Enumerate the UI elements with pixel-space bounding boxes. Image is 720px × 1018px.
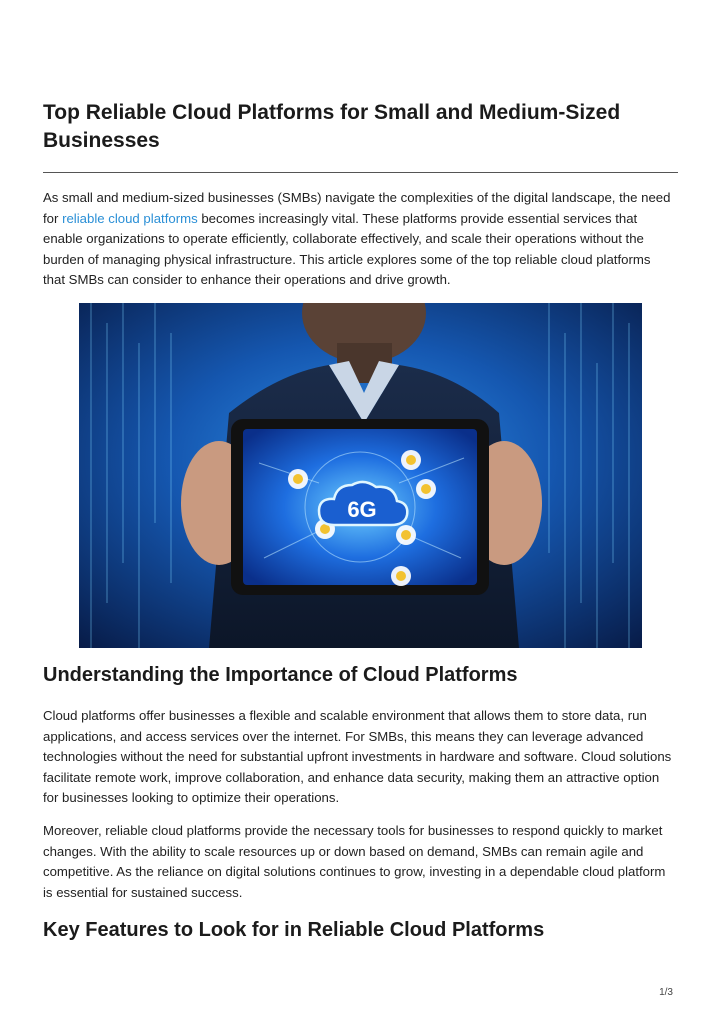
hero-image (79, 303, 642, 648)
intro-paragraph (43, 188, 673, 291)
intro-text-after: becomes increasingly vital. These platforms provide essential services that enable organizations to operate efficiently, collaborate effectively, and scale their operations without the burden of managing physical infrastructure. This article explores some of the top reliable cloud platforms that SMBs can consider to enhance their operations and drive growth. (43, 210, 651, 287)
section-heading-importance: Understanding the Importance of Cloud Platforms (43, 664, 518, 686)
intro-text-before: As small and medium-sized businesses (SMBs) navigate the complexities of the digital landscape, the need for (43, 190, 671, 226)
hero-6g-badge: 6G (347, 497, 377, 522)
section1-paragraph-2: Moreover, reliable cloud platforms provide the necessary tools for businesses to respond quickly to market changes. With the ability to scale resources up or down based on demand, SMBs can remain agile and competitive. As the reliance on digital solutions continues to grow, investing in a dependable cloud platform is essential for sustained success. (43, 823, 666, 900)
reliable-cloud-platforms-link[interactable]: reliable cloud platforms (62, 210, 198, 226)
section-heading-key-features: Key Features to Look for in Reliable Cloud Platforms (43, 919, 545, 941)
title-divider (43, 172, 678, 173)
section1-paragraph-1: Cloud platforms offer businesses a flexible and scalable environment that allows them to store data, run applications, and access services over the internet. For SMBs, this means they can leverage advanced technologies without the need for substantial upfront investments in hardware and software. Cloud solutions facilitate remote work, improve collaboration, and enhance data security, making them an attractive option for businesses looking to optimize their operations. (43, 708, 672, 805)
page-title: Top Reliable Cloud Platforms for Small and Medium-Sized Businesses (43, 101, 621, 152)
page-number: 1/3 (659, 987, 673, 998)
